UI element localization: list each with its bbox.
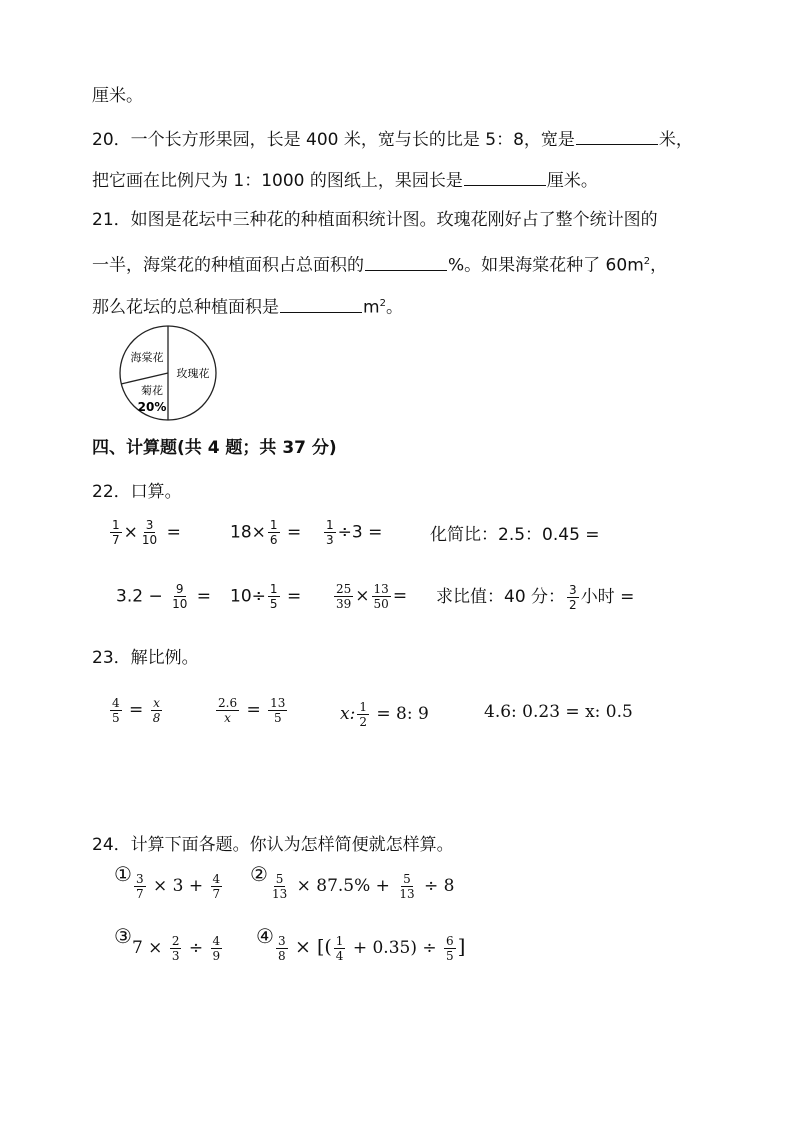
- q21-line2-end: ，: [650, 255, 668, 276]
- q23-eq1-frac2: $\frac{x}{8}$: [152, 696, 161, 725]
- q23-eq1: $\frac{4}{5}$ = $\frac{x}{8}$: [112, 696, 161, 725]
- q20-line1-unit: 米，: [658, 130, 693, 150]
- q24-title: 24．计算下面各题。你认为怎样简便就怎样算。: [92, 835, 454, 855]
- q24-p3-frac2: $\frac{4}{9}$: [212, 934, 221, 963]
- q24-p2-frac2: $\frac{5}{13}$: [399, 872, 415, 901]
- q21-line2-text: 一半，海棠花的种植面积占总面积的: [92, 255, 364, 276]
- q23-eq4: 4.6: 0.23 = x: 0.5: [484, 702, 633, 722]
- q22-r1c2: 18× $\frac{1}{6}$ =: [230, 518, 302, 547]
- q23-eq2-frac1: $\frac{2.6}{x}$: [218, 696, 238, 725]
- q21-line3-end: 。: [385, 297, 403, 318]
- q22-r2c3-frac2: $\frac{13}{50}$: [373, 582, 389, 611]
- pie-label-ju-pct: 20%: [137, 400, 167, 414]
- q23-eq1-frac1: $\frac{4}{5}$: [112, 696, 120, 725]
- q24-p3-mark: ③: [114, 924, 132, 948]
- q22-r2c3: $\frac{25}{39}$ × $\frac{13}{50}$ =: [336, 582, 408, 611]
- q21-line3-text: 那么花坛的总种植面积是: [92, 297, 279, 318]
- q22-r1c1-frac2: $\frac{3}{10}$: [141, 518, 158, 547]
- q22-r2c2: 10÷ $\frac{1}{5}$ =: [230, 582, 302, 611]
- q24-p1-frac1: $\frac{3}{7}$: [135, 872, 144, 901]
- q21-line3-sup: 2: [379, 298, 386, 309]
- q20-width-blank[interactable]: [576, 126, 658, 145]
- q21-pie-chart: [112, 322, 224, 426]
- q24-p2-frac1: $\frac{5}{13}$: [271, 872, 288, 901]
- q21-line3: [92, 292, 403, 320]
- q22-r1c1: $\frac{1}{7}$ × $\frac{3}{10}$ =: [112, 518, 181, 547]
- q23-title: 23．解比例。: [92, 648, 199, 668]
- q21-line2-mid: %。如果海棠花种了 60m: [448, 255, 644, 276]
- q20-line2: [92, 167, 598, 193]
- q20-line2-text: 把它画在比例尺为 1：1000 的图纸上，果园长是: [92, 171, 463, 191]
- section4-title: 四、计算题(共 4 题；共 37 分): [92, 438, 337, 458]
- q22-r2c1-frac: $\frac{9}{10}$: [172, 582, 188, 611]
- q24-p1-mark: ①: [114, 862, 132, 886]
- q20-line2-unit: 厘米。: [546, 171, 598, 191]
- q20-line1-text: 20．一个长方形果园，长是 400 米，宽与长的比是 5：8，宽是: [92, 130, 575, 150]
- q22-r2c1: 3.2 − $\frac{9}{10}$ =: [116, 582, 212, 611]
- q22-r1c3-frac: $\frac{1}{3}$: [326, 518, 334, 547]
- q24-p3: ③7 × $\frac{2}{3}$ ÷ $\frac{4}{9}$: [114, 924, 221, 963]
- q21-line2: [92, 250, 667, 278]
- q22-r1c4: 化简比：2.5：0.45 =: [430, 525, 600, 545]
- q22-r1c3: $\frac{1}{3}$ ÷3 =: [326, 518, 383, 547]
- q20-length-blank[interactable]: [464, 167, 546, 186]
- q22-title: 22．口算。: [92, 482, 182, 502]
- q19-tail: 厘米。: [92, 86, 143, 106]
- pie-label-ju: 菊花: [141, 384, 163, 397]
- q24-p1-frac2: $\frac{4}{7}$: [212, 872, 221, 901]
- q21-line3-unit: m: [363, 297, 380, 318]
- q24-p1: ① $\frac{3}{7}$ × 3 + $\frac{4}{7}$: [114, 862, 221, 901]
- q23-eq2-frac2: $\frac{13}{5}$: [270, 696, 286, 725]
- q24-p4-frac2: $\frac{1}{4}$: [335, 934, 344, 963]
- pie-label-haitang: 海棠花: [130, 351, 164, 364]
- q23-eq3: x: $\frac{1}{2}$ = 8: 9: [340, 700, 429, 729]
- pie-divider-ju: [121, 373, 168, 384]
- q24-p4-mark: ④: [256, 924, 274, 948]
- pie-label-meigui: 玫瑰花: [176, 367, 210, 380]
- q21-total-blank[interactable]: [280, 294, 362, 313]
- q22-r2c4-frac: $\frac{3}{2}$: [569, 582, 577, 612]
- q24-p3-frac1: $\frac{2}{3}$: [171, 934, 180, 963]
- q21-line1: 21．如图是花坛中三种花的种植面积统计图。玫瑰花刚好占了整个统计图的: [92, 210, 658, 230]
- q21-line2-sup: 2: [643, 256, 651, 267]
- q21-percent-blank[interactable]: [365, 252, 447, 271]
- q24-p4: ④ $\frac{3}{8}$ × [( $\frac{1}{4}$ + 0.35) ÷ $\frac{6}{5}$ ]: [256, 924, 466, 963]
- q24-p2-mark: ②: [250, 862, 268, 886]
- q22-r2c3-frac1: $\frac{25}{39}$: [336, 582, 352, 611]
- q24-p4-frac3: $\frac{6}{5}$: [446, 934, 454, 963]
- q22-r1c2-frac: $\frac{1}{6}$: [269, 518, 278, 547]
- q23-eq2: $\frac{2.6}{x}$ = $\frac{13}{5}$: [218, 696, 286, 725]
- q24-p2: ② $\frac{5}{13}$ × 87.5% + $\frac{5}{13}$ ÷ 8: [250, 862, 455, 901]
- q22-r1c1-frac1: $\frac{1}{7}$: [112, 518, 120, 547]
- q22-r2c2-frac: $\frac{1}{5}$: [269, 582, 278, 611]
- q24-p4-frac1: $\frac{3}{8}$: [277, 934, 286, 963]
- q23-eq3-frac: $\frac{1}{2}$: [359, 700, 367, 729]
- q22-r2c4: 求比值：40 分： $\frac{3}{2}$ 小时 =: [436, 582, 635, 612]
- q20-line1: [92, 126, 693, 152]
